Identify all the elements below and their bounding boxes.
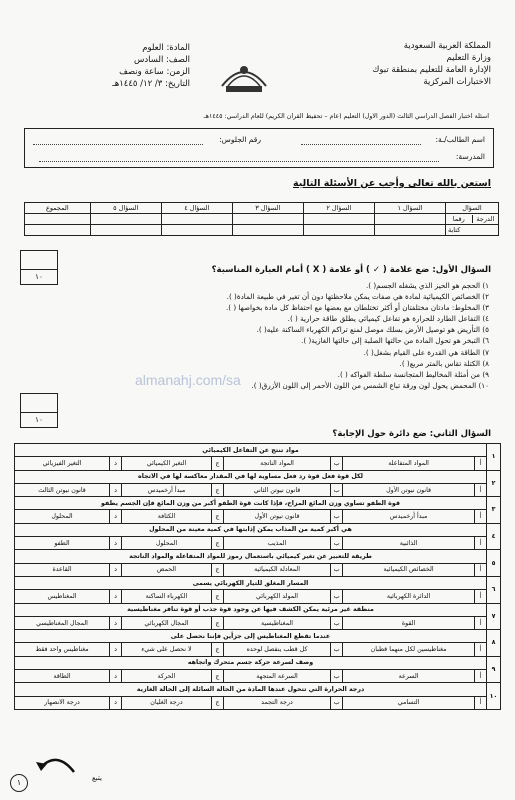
mcq-question-row [15, 576, 501, 589]
grade-table-row [25, 214, 499, 225]
option-letter: ج [211, 616, 223, 629]
option-letter: أ [475, 537, 487, 550]
option-c[interactable]: مبدأ أرخميدس [122, 483, 212, 496]
grade-cell[interactable] [90, 225, 161, 236]
option-letter: د [110, 537, 122, 550]
option-c[interactable]: لا نحصل على شيء [122, 643, 212, 656]
option-b[interactable]: المولد الكهربائي [223, 590, 330, 603]
option-c[interactable]: الكهرباء الساكنة [122, 590, 212, 603]
mcq-question-row [15, 683, 501, 696]
mcq-question-row [15, 523, 501, 536]
option-a[interactable]: مبدأ أرخميدس [343, 510, 475, 523]
list-item[interactable]: ٦) التبخر هو تحول المادة من حالتها الصلبة إلى حالتها الغازية( ). [301, 336, 489, 346]
grade-header-cell: السؤال ١ [374, 203, 445, 214]
option-letter: أ [475, 616, 487, 629]
question-number: ٣ [487, 497, 501, 524]
option-letter: د [110, 616, 122, 629]
option-letter: أ [475, 590, 487, 603]
option-b[interactable]: السرعة المتجهة [223, 670, 330, 683]
mcq-table [14, 443, 501, 710]
option-letter: ب [331, 670, 343, 683]
option-letter: أ [475, 510, 487, 523]
school-label: المدرسة: [455, 152, 485, 161]
q1-score-box[interactable] [20, 250, 58, 285]
question-text: لكل قوة فعل قوة رد فعل مساوية لها في المقدار معاكسة لها في الاتجاه [15, 470, 487, 483]
question-text: منطقة غير مرئية يمكن الكشف فيها عن وجود قوة جذب أو قوة تنافر مغناطيسية [15, 603, 487, 616]
student-name-label: اسم الطالب/ـة: [435, 135, 485, 144]
seat-number-field[interactable] [33, 144, 203, 145]
grade-cell[interactable] [303, 214, 374, 225]
option-c[interactable]: المحلول [122, 537, 212, 550]
list-item[interactable]: ٧) الطاقة هي القدرة على القيام بشغل( ). [363, 347, 489, 357]
option-letter: ج [211, 483, 223, 496]
q1-score-total: ١٠ [34, 272, 44, 281]
list-item[interactable]: ٣) المخلوط: مادتان مختلفتان أو أكثر تختلطان مع بعضها مع احتفاظ كل مادة بخواصها ( ). [225, 303, 489, 313]
option-c[interactable]: الحركة [122, 670, 212, 683]
option-d[interactable]: الطاقة [15, 670, 110, 683]
header-line: الاختبارات المركزية [423, 77, 491, 87]
option-letter: د [110, 590, 122, 603]
q2-score-total: ١٠ [34, 415, 44, 424]
mcq-options-row [15, 510, 501, 523]
option-a[interactable]: الذائبية [343, 537, 475, 550]
option-a[interactable]: مغناطيسين لكل منهما قطبان [343, 643, 475, 656]
mcq-options-row [15, 616, 501, 629]
option-letter: ب [331, 643, 343, 656]
question-number: ٧ [487, 603, 501, 630]
question-text: وصف لسرعة حركة جسم متحرك واتجاهه [15, 656, 487, 669]
option-letter: أ [475, 696, 487, 709]
mcq-options-row [15, 643, 501, 656]
grade-header-cell: السؤال ٣ [232, 203, 303, 214]
grade-row-text: كتابة [446, 225, 499, 236]
list-item[interactable]: ٨) الكتلة تقاس بالمتر مربع( ). [399, 358, 489, 368]
exam-subtitle: أسئلة اختبار الفصل الدراسي الثالث (الدور الأول) التعليم (عام – تحفيظ القرآن الكريم) للعام الدراسي: ١٤٤٥هـ [203, 113, 489, 120]
mcq-question-row [15, 603, 501, 616]
question-text: مواد تنتج عن التفاعل الكيميائي [15, 444, 487, 457]
option-a[interactable]: السرعة [343, 670, 475, 683]
option-a[interactable]: قانون نيوتن الأول [343, 483, 475, 496]
option-letter: ب [331, 616, 343, 629]
header-left [70, 42, 190, 90]
option-a[interactable]: المواد المتفاعلة [343, 457, 475, 470]
continue-label: يتبع [92, 774, 102, 782]
grade-cell[interactable] [25, 225, 91, 236]
option-c[interactable]: المجال الكهربائي [122, 616, 212, 629]
list-item[interactable]: ١) الحجم هو الحيز الذي يشغله الجسم( ). [366, 281, 489, 290]
question-text: هي أكبر كمية من المذاب يمكن إذابتها في كمية معينة من المحلول [15, 523, 487, 536]
option-letter: ج [211, 643, 223, 656]
option-b[interactable]: قانون نيوتن الثاني [223, 483, 330, 496]
option-letter: ب [331, 483, 343, 496]
option-letter: د [110, 696, 122, 709]
option-letter: د [110, 510, 122, 523]
grade-cell[interactable] [303, 225, 374, 236]
grade-cell[interactable] [374, 225, 445, 236]
grade-cell[interactable] [374, 214, 445, 225]
header-line: وزارة التعليم [446, 53, 491, 63]
grade-row-numeric: رقما [452, 215, 465, 223]
question-number: ٤ [487, 523, 501, 550]
instruction [21, 178, 491, 189]
option-b[interactable]: المغناطيسية [223, 616, 330, 629]
grade-header-cell: السؤال [446, 203, 499, 214]
option-letter: ب [331, 510, 343, 523]
option-letter: ب [331, 457, 343, 470]
mcq-question-row [15, 497, 501, 510]
subject-label: المادة: العلوم [142, 43, 190, 53]
option-letter: د [110, 483, 122, 496]
option-letter: ب [331, 696, 343, 709]
grade-header-cell: السؤال ٥ [90, 203, 161, 214]
instruction-text: استعن بالله تعالى وأجب عن الأسئلة التالية [292, 178, 491, 189]
mcq-options-row [15, 483, 501, 496]
mcq-options-row [15, 696, 501, 709]
q2-title: السؤال الثاني: ضع دائرة حول الإجابة؟ [332, 429, 491, 439]
question-number: ١٠ [487, 683, 501, 710]
option-letter: ج [211, 696, 223, 709]
mcq-options-row [15, 537, 501, 550]
option-letter: ج [211, 457, 223, 470]
grade-label: الصف: السادس [134, 55, 190, 65]
option-c[interactable]: التغير الكيميائي [122, 457, 212, 470]
mcq-question-row [15, 656, 501, 669]
option-a[interactable]: الخصائص الكيميائية [343, 563, 475, 576]
question-number: ٦ [487, 576, 501, 603]
mcq-options-row [15, 457, 501, 470]
option-b[interactable]: كل قطب ينفصل لوحده [223, 643, 330, 656]
option-letter: ج [211, 510, 223, 523]
grade-cell[interactable] [161, 225, 232, 236]
option-letter: أ [475, 483, 487, 496]
page-number: ١ [10, 774, 28, 792]
date-label: التاريخ: ٣/ ١٢/ ١٤٤٥هـ [112, 79, 190, 89]
question-number: ٩ [487, 656, 501, 683]
option-d[interactable]: قانون نيوتن الثالث [15, 483, 110, 496]
option-d[interactable]: الطفو [15, 537, 110, 550]
option-c[interactable]: الكثافة [122, 510, 212, 523]
mcq-options-row [15, 590, 501, 603]
grade-label-cell [446, 214, 499, 225]
mcq-options-row [15, 670, 501, 683]
mcq-options-row [15, 563, 501, 576]
option-d[interactable]: المغناطيس [15, 590, 110, 603]
option-c[interactable]: درجة الغليان [122, 696, 212, 709]
ministry-logo [212, 46, 276, 100]
q2-score-box[interactable] [20, 393, 58, 428]
grade-cell[interactable] [232, 225, 303, 236]
grade-row-label: الدرجة [472, 215, 499, 223]
option-d[interactable]: التغير الفيزيائي [15, 457, 110, 470]
grade-header-cell: السؤال ٤ [161, 203, 232, 214]
seat-number-label: رقم الجلوس: [219, 135, 261, 144]
turn-page-arrow-icon [34, 752, 80, 778]
option-d[interactable]: المحلول [15, 510, 110, 523]
grade-header-cell: المجموع [25, 203, 91, 214]
option-a[interactable]: القوة [343, 616, 475, 629]
option-letter: أ [475, 563, 487, 576]
question-text: عندما تقطع المغناطيس إلى جزأين فإننا نحصل على [15, 630, 487, 643]
option-letter: د [110, 563, 122, 576]
option-d[interactable]: المجال المغناطيسي [15, 616, 110, 629]
question-text: طريقة للتعبير عن تغير كيميائي باستعمال رموز للمواد المتفاعلة والمواد الناتجة [15, 550, 487, 563]
header-right [372, 40, 491, 88]
ministry-logo-icon [214, 48, 274, 98]
grade-cell[interactable] [161, 214, 232, 225]
question-text: درجة الحرارة التي تتحول عندها المادة من الحالة السائلة إلى الحالة الغازية [15, 683, 487, 696]
header-line: الإدارة العامة للتعليم بمنطقة تبوك [372, 65, 491, 75]
list-item[interactable]: ٥) التأريض هو توصيل الأرض بسلك موصل لمنع تراكم الكهرباء الساكنة عليه( ). [256, 325, 489, 335]
grade-header-cell: السؤال ٢ [303, 203, 374, 214]
option-letter: ب [331, 563, 343, 576]
option-a[interactable]: الدائرة الكهربائية [343, 590, 475, 603]
mcq-question-row [15, 550, 501, 563]
option-b[interactable]: المواد الناتجة [223, 457, 330, 470]
grade-table-row [25, 225, 499, 236]
q1-score-entry[interactable] [21, 251, 57, 270]
school-field[interactable] [39, 161, 439, 162]
option-b[interactable]: المعادلة الكيميائية [223, 563, 330, 576]
option-d[interactable]: القاعدة [15, 563, 110, 576]
list-item[interactable]: ٩) من أمثلة المخاليط المتجانسة سلطة الفواكه ( ). [337, 369, 489, 379]
question-number: ٥ [487, 550, 501, 577]
question-number: ١ [487, 444, 501, 471]
option-letter: ج [211, 537, 223, 550]
option-a[interactable]: التسامي [343, 696, 475, 709]
option-letter: ج [211, 563, 223, 576]
mcq-question-row [15, 470, 501, 483]
grade-table [24, 202, 499, 236]
mcq-question-row [15, 630, 501, 643]
list-item[interactable]: ٢) الخصائص الكيميائية لمادة هي صفات يمكن ملاحظتها دون أن تغير في طبيعة المادة( ). [226, 292, 489, 302]
option-letter: ج [211, 670, 223, 683]
q1-title: السؤال الأول: ضع علامة ( ✓ ) أو علامة ( X ) أمام العبارة المناسبة؟ [211, 265, 491, 275]
time-label: الزمن: ساعة ونصف [119, 67, 190, 77]
student-info-box [24, 128, 494, 168]
option-b[interactable]: المذيب [223, 537, 330, 550]
option-letter: د [110, 643, 122, 656]
question-number: ٨ [487, 630, 501, 657]
watermark: almanahj.com/sa [135, 372, 241, 388]
option-d[interactable]: درجة الانصهار [15, 696, 110, 709]
grade-table-header [25, 203, 499, 214]
mcq-question-row [15, 444, 501, 457]
grade-cell[interactable] [90, 214, 161, 225]
header-line: المملكة العربية السعودية [403, 41, 491, 51]
option-c[interactable]: الحمض [122, 563, 212, 576]
option-b[interactable]: درجة التجمد [223, 696, 330, 709]
option-letter: ب [331, 537, 343, 550]
option-letter: أ [475, 643, 487, 656]
option-letter: ج [211, 590, 223, 603]
q2-score-entry[interactable] [21, 394, 57, 413]
option-d[interactable]: مغناطيس واحد فقط [15, 643, 110, 656]
question-number: ٢ [487, 470, 501, 497]
option-letter: أ [475, 670, 487, 683]
option-letter: أ [475, 457, 487, 470]
grade-cell[interactable] [232, 214, 303, 225]
question-text: قوة الطفو تساوي وزن المائع المزاح، فإذا كانت قوة الطفو أكبر من وزن المائع فإن الجسم يطفو [15, 497, 487, 510]
question-text: المسار المغلق للتيار الكهربائي يسمى [15, 576, 487, 589]
list-item[interactable]: ١٠) المحمض يحول لون ورقة تباع الشمس من اللون الأحمر إلى اللون الأزرق( ). [251, 380, 489, 390]
list-item[interactable]: ٤) التفاعل الطارد للحرارة هو تفاعل كيميائي يطلق طاقة حرارية ( ). [287, 314, 489, 324]
option-letter: د [110, 457, 122, 470]
option-letter: ب [331, 590, 343, 603]
grade-cell[interactable] [25, 214, 91, 225]
student-name-field[interactable] [301, 144, 421, 145]
option-b[interactable]: قانون نيوتن الأول [223, 510, 330, 523]
option-letter: د [110, 670, 122, 683]
